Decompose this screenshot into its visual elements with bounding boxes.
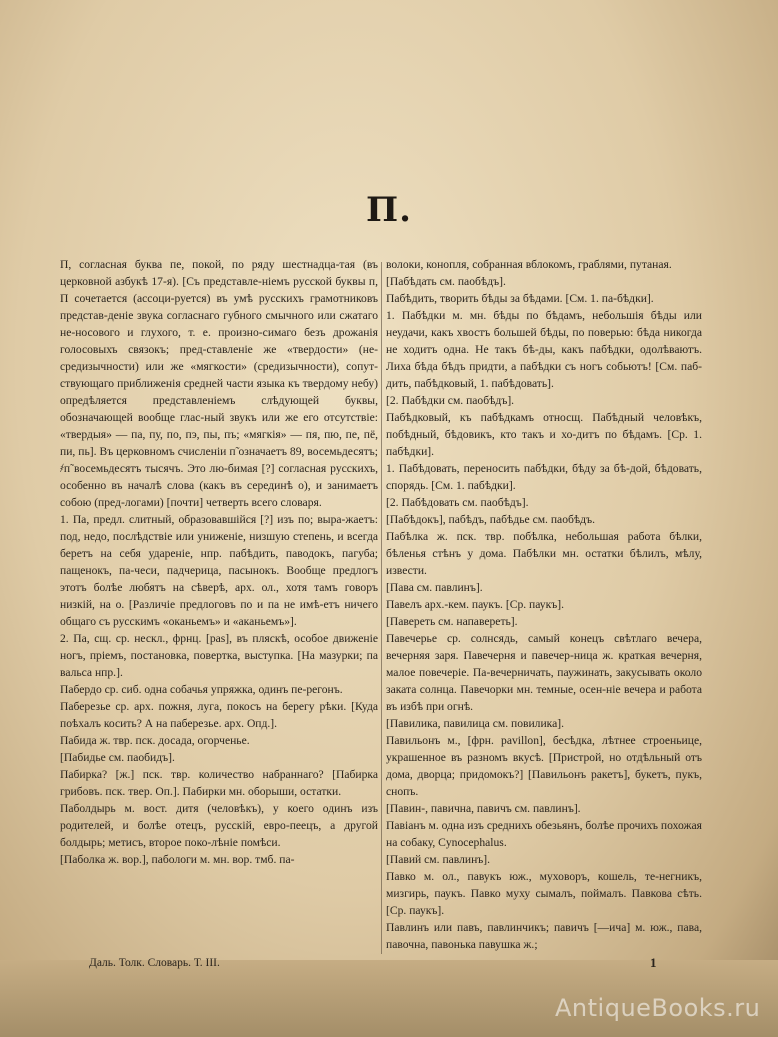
entry: [Пабѣдокъ], пабѣдъ, пабѣдье см. паобѣдъ. xyxy=(386,513,595,526)
entry: Павильонъ м., [фрн. pavillon], бесѣдка, лѣтнее строеньице, украшенное въ разномъ вкусѣ. [Пристрой, но отдѣльный отъ дома, дворца; придомокъ?] [Павильонъ ракетъ], букетъ, пукъ, снопъ. xyxy=(386,734,702,798)
entry: Павлинъ или павъ, павлинчикъ; павичъ [—ича] м. юж., пава, павочна, павонька павушка ж.; xyxy=(386,921,702,951)
column-divider xyxy=(381,262,382,954)
entry: [Павереть см. напавереть]. xyxy=(386,615,518,628)
entry: [Пава см. павлинъ]. xyxy=(386,581,483,594)
entry: Пабѣлка ж. пск. твр. побѣлка, небольшая работа бѣлки, бѣленья стѣнъ у дома. Пабѣлки мн. остатки бѣлилъ, мѣлу, извести. xyxy=(386,530,702,577)
entry: волоки, конопля, собранная вблокомъ, граблями, путаная. xyxy=(386,258,672,271)
entry: [Паболка ж. вор.], пабологи м. мн. вор. тмб. па- xyxy=(60,853,295,866)
right-column xyxy=(386,256,702,953)
entry: 1. Па, предл. слитный, образовавшійся [?] изъ по; выра-жаетъ: под, недо, послѣдствіе или униженіе, низшую степень, и всегда беретъ на себя удареніе, нпр. пабѣдить, паводокъ, пагуба; пащенокъ, па-чеси, падчерица, пасынокъ. Вообще предлогъ этотъ болѣе любятъ на сѣверѣ, арх. ол., хотя тамъ говоръ низкій, на о. [Различіе предлоговъ по и па не имѣ-етъ ничего общаго съ русскимъ «оканьемъ» и «аканьемъ»]. xyxy=(60,513,378,628)
entry: [2. Пабѣдки см. паобѣдъ]. xyxy=(386,394,515,407)
entry: Пабѣдить, творить бѣды за бѣдами. [См. 1. па-бѣдки]. xyxy=(386,292,654,305)
page-number: 1 xyxy=(650,955,657,970)
watermark: AntiqueBooks.ru xyxy=(555,994,761,1022)
entry: 1. Пабѣдовать, переносить пабѣдки, бѣду за бѣ-дой, бѣдовать, спорядь. [См. 1. пабѣдки]. xyxy=(386,462,702,492)
entry: Паболдырь м. вост. дитя (человѣкъ), у коего одинъ изъ родителей, и болѣе отецъ, русскій, евро-пеецъ, а другой болдырь; метисъ, второе поко-лѣніе помѣси. xyxy=(60,802,378,849)
page-heading: П. xyxy=(366,190,412,230)
entry: Паберезье ср. арх. пожня, луга, покосъ на берегу рѣки. [Куда поѣхалъ косить? А на паберезье. арх. Опд.]. xyxy=(60,700,378,730)
entry: Пабирка? [ж.] пск. твр. количество набраннаго? [Пабирка грибовъ. пск. твер. Оп.]. Пабирки мн. оборыши, остатки. xyxy=(60,768,378,798)
footer-signature: Даль. Толк. Словарь. Т. III. xyxy=(89,957,220,969)
entry: П, согласная буква пе, покой, по ряду шестнадца-тая (въ церковной азбукѣ 17-я). [Съ представле-ніемъ русской буквы п, П сочетается (ассоци-руется) въ умѣ русскихъ грамотниковъ представ-деніе звука согласнаго губного смычного или сжатаго не-носового и глухого, т. е. произно-симаго безъ дрожанія голосовыхъ связокъ; пред-ставленіе же «твердости» (не-средизычности) или же «мягкости» (средизычности), сопут-ствующаго приближенія средней части языка къ твердому небу) опредѣляется представленіемъ слѣдующей буквы, обозначающей вообще глас-ный звукъ или же его отсутствіе: «твердыя» — па, пу, по, пэ, пы, пъ; «мягкія» — пя, пю, пе, пё, пи, пь]. Въ церковномъ счисленіи п̃ означаетъ 89, восемьдесятъ; ҂п̃ восемьдесятъ тысячъ. Это лю-бимая [?] согласная русскихъ, особенно въ началѣ слова (какъ въ серединѣ о), и занимаетъ собою (пред-логами) [почти] четверть всего словаря. xyxy=(60,258,378,509)
left-column xyxy=(60,256,378,868)
entry: [Пабѣдать см. паобѣдъ]. xyxy=(386,275,506,288)
entry: Павко м. ол., павукъ юж., муховоръ, кошель, те-негникъ, мизгирь, паукъ. Павко муху сымалъ, поймалъ. Павкова сѣть. [Ср. паукъ]. xyxy=(386,870,702,917)
entry: Павіанъ м. одна изъ среднихъ обезьянъ, болѣе прочихъ похожая на собаку, Cynocephalus. xyxy=(386,819,702,849)
entry: Пабердо ср. сиб. одна собачья упряжка, одинъ пе-регонъ. xyxy=(60,683,343,696)
entry: 1. Пабѣдки м. мн. бѣды по бѣдамъ, небольшія бѣды или неудачи, какъ хвостъ большей бѣды, по поверью: бѣда никогда не ходитъ одна. Не такъ бѣ-ды, какъ пабѣдки, одолѣваютъ. Лиха бѣда бѣдъ придти, а пабѣдки съ ногъ собьютъ! [См. паб-дить, пабѣдковый, 1. пабѣдовать]. xyxy=(386,309,702,390)
entry: Пабѣдковый, къ пабѣдкамъ относщ. Пабѣдный человѣкъ, побѣдный, бѣдовикъ, кто такъ и хо-дитъ по бѣдамъ. [Ср. 1. пабѣдки]. xyxy=(386,411,702,458)
entry: 2. Па, сщ. ср. нескл., фрнц. [pas], въ пляскѣ, особое движеніе ногъ, пріемъ, постановка, повертка, выступка. [На мазурки; па вальса нпр.]. xyxy=(60,632,378,679)
entry: [2. Пабѣдовать см. паобѣдъ]. xyxy=(386,496,529,509)
entry: [Павий см. павлинъ]. xyxy=(386,853,491,866)
entry: Павелъ арх.-кем. паукъ. [Ср. паукъ]. xyxy=(386,598,564,611)
entry: [Павилика, павилица см. повилика]. xyxy=(386,717,565,730)
entry: Пабида ж. твр. пск. досада, огорченье. xyxy=(60,734,250,747)
entry: [Пабидье см. паобидъ]. xyxy=(60,751,175,764)
entry: [Павин-, павична, павичъ см. павлинъ]. xyxy=(386,802,581,815)
entry: Павечерье ср. солнсядь, самый конецъ свѣтлаго вечера, вечерняя заря. Павечерня и павечер-ница ж. краткая вечерня, малое повечеріе. Па-вечерничать, паужинать, закусывать около заката солнца. Павечорки мн. темные, осен-ніе вечера и работа въ избѣ при огнѣ. xyxy=(386,632,702,713)
